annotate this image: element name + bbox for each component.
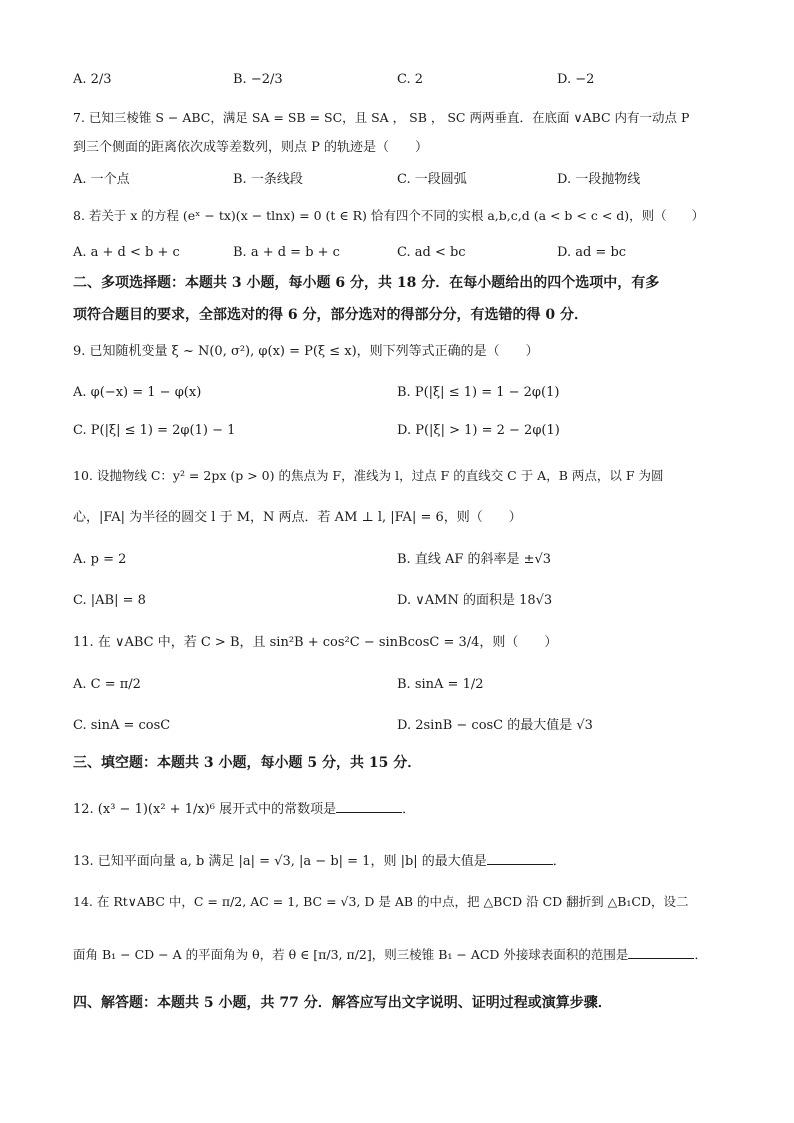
q11-option-d: D. 2sinB − cosC 的最大值是 √3 — [397, 718, 593, 733]
q7-stem-line2: 到三个侧面的距离依次成等差数列，则点 P 的轨迹是（ ） — [73, 140, 429, 155]
section-2-heading-line2: 项符合题目的要求，全部选对的得 6 分，部分选对的得部分分，有选错的得 0 分． — [73, 307, 588, 323]
q7-option-d: D. 一段抛物线 — [557, 172, 641, 187]
q12-answer-blank[interactable] — [336, 798, 402, 813]
q9-option-d: D. P(|ξ| > 1) = 2 − 2φ(1) — [397, 423, 560, 438]
section-4-heading: 四、解答题：本题共 5 小题，共 77 分．解答应写出文字说明、证明过程或演算步骤． — [73, 995, 612, 1011]
q13-text: 13. 已知平面向量 a, b 满足 |a| = √3, |a − b| = 1，则 |b| 的最大值是 — [73, 854, 487, 869]
q10-stem-line2: 心，|FA| 为半径的圆交 l 于 M，N 两点．若 AM ⊥ l, |FA| = 6，则（ ） — [73, 510, 522, 525]
q12-stem — [73, 798, 415, 820]
q8-option-d: D. ad = bc — [557, 245, 627, 260]
q6-option-b: B. −2/3 — [233, 72, 283, 87]
q10-option-d: D. ∨AMN 的面积是 18√3 — [397, 593, 553, 608]
section-3-heading: 三、填空题：本题共 3 小题，每小题 5 分，共 15 分． — [73, 755, 422, 771]
q7-option-b: B. 一条线段 — [233, 172, 303, 187]
q14-answer-blank[interactable] — [628, 944, 694, 959]
q11-option-a: A. C = π/2 — [73, 677, 141, 692]
q6-option-c: C. 2 — [397, 72, 424, 87]
q9-stem: 9. 已知随机变量 ξ ~ N(0, σ²), φ(x) = P(ξ ≤ x)，则下列等式正确的是（ ） — [73, 344, 539, 359]
q13-end-punct: ． — [552, 854, 566, 869]
q6-option-a: A. 2/3 — [73, 72, 112, 87]
q12-text: 12. (x³ − 1)(x² + 1/x)⁶ 展开式中的常数项是 — [73, 802, 337, 817]
q8-option-c: C. ad < bc — [397, 245, 466, 260]
q14-text: 面角 B₁ − CD − A 的平面角为 θ，若 θ ∈ [π/3, π/2]，则三棱锥 B₁ − ACD 外接球表面积的范围是 — [73, 947, 629, 962]
q7-option-a: A. 一个点 — [73, 172, 130, 187]
q11-stem: 11. 在 ∨ABC 中，若 C > B，且 sin²B + cos²C − sinBcosC = 3/4，则（ ） — [73, 635, 558, 650]
q8-stem: 8. 若关于 x 的方程 (eˣ − tx)(x − tlnx) = 0 (t ∈ R) 恰有四个不同的实根 a,b,c,d (a < b < c < d)，则（ ） — [73, 208, 705, 223]
q13-stem — [73, 850, 566, 872]
q13-answer-blank[interactable] — [487, 850, 553, 865]
q10-stem-line1: 10. 设抛物线 C：y² = 2px (p > 0) 的焦点为 F，准线为 l，过点 F 的直线交 C 于 A，B 两点，以 F 为圆 — [73, 468, 664, 483]
q9-option-b: B. P(|ξ| ≤ 1) = 1 − 2φ(1) — [397, 385, 560, 400]
q11-option-c: C. sinA = cosC — [73, 718, 171, 733]
q8-option-b: B. a + d = b + c — [233, 245, 340, 260]
q9-option-a: A. φ(−x) = 1 − φ(x) — [73, 385, 202, 400]
q14-stem-line2 — [73, 944, 707, 965]
q9-option-c: C. P(|ξ| ≤ 1) = 2φ(1) − 1 — [73, 423, 236, 438]
q12-end-punct: ． — [402, 802, 416, 817]
q7-option-c: C. 一段圆弧 — [397, 172, 467, 187]
q10-option-c: C. |AB| = 8 — [73, 593, 146, 608]
section-2-heading-line1: 二、多项选择题：本题共 3 小题，每小题 6 分，共 18 分．在每小题给出的四个选项中，有多 — [73, 275, 660, 291]
q10-option-a: A. p = 2 — [73, 552, 127, 567]
q6-option-d: D. −2 — [557, 72, 595, 87]
q11-option-b: B. sinA = 1/2 — [397, 677, 484, 692]
q7-stem-line1: 7. 已知三棱锥 S − ABC，满足 SA = SB = SC，且 SA ， SB ， SC 两两垂直．在底面 ∨ABC 内有一动点 P — [73, 110, 690, 125]
q10-option-b: B. 直线 AF 的斜率是 ±√3 — [397, 552, 552, 567]
q14-stem-line1: 14. 在 Rt∨ABC 中，C = π/2, AC = 1, BC = √3, D 是 AB 的中点，把 △BCD 沿 CD 翻折到 △B₁CD，设二 — [73, 894, 689, 909]
q14-end-punct: ． — [694, 947, 707, 962]
q8-option-a: A. a + d < b + c — [73, 245, 180, 260]
